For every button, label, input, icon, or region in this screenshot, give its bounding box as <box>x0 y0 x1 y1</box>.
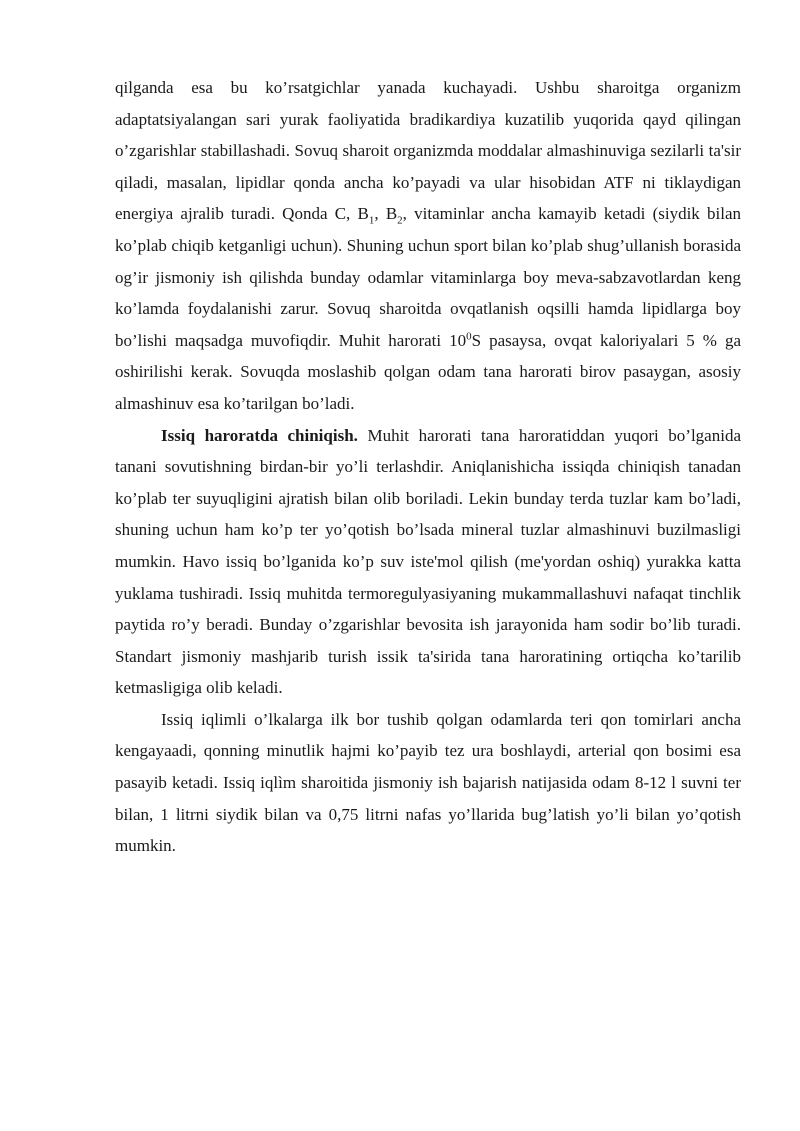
paragraph-cold-adaptation <box>115 72 741 420</box>
paragraph-text: , B <box>374 204 398 224</box>
subscript: 2 <box>397 214 403 227</box>
section-heading: Issiq haroratda chiniqish. <box>161 425 358 445</box>
superscript: 0 <box>466 330 472 343</box>
document-page <box>115 72 741 862</box>
paragraph-text: Issiq iqlimli o’lkalarga ilk bor tushib qolgan odamlarda teri qon tomirlari ancha kengayaadi, qonning minutlik hajmi ko’payib tez ura boshlaydi, arterial qon bosimi esa pasayib ketadi. Issiq iqlìm sharoitida jismoniy ish bajarish natijasida odam 8-12 l suvni ter bilan, 1 litrni siydik bilan va 0,75 litrni nafas yo’llarida bug’latish yo’li bilan yo’qotish mumkin. <box>115 709 741 856</box>
paragraph-heat-hardening <box>115 420 741 704</box>
paragraph-text: Muhit harorati tana haroratiddan yuqori bo’lganida tanani sovutishning birdan-bir yo’li terlashdir. Aniqlanishicha issiqda chiniqish tanadan ko’plab ter suyuqligini ajratish bilan olib boriladi. Lekin bunday terda tuzlar kam bo’ladi, shuning uchun ham ko’p ter yo’qotish bo’lsada mineral tuzlar almashinuvi buzilmasligi mumkin. Havo issiq bo’lganida ko’p suv iste'mol qilish (me'yordan oshiq) yurakka katta yuklama tushiradi. Issiq muhitda termoregulyasiyaning mukammallashuvi nafaqat tinchlik paytida ro’y beradi. Bunday o’zgarishlar bevosita ish jarayonida ham sodir bo’lib turadi. Standart jismoniy mashjarib turish issik ta'sirida tana haroratining ortiqcha ko’tarilib ketmasligiga olib keladi. <box>115 425 741 698</box>
paragraph-hot-climate <box>115 704 741 862</box>
subscript: 1 <box>368 214 375 227</box>
paragraph-text: , vitaminlar ancha kamayib ketadi (siydik bilan ko’plab chiqib ketganligi uchun). Shuning uchun sport bilan ko’plab shug’ullanish borasida og’ir jismoniy ish qilishda bunday odamlar vitaminlarga boy meva-sabzavotlardan keng ko’lamda foydalanishi zarur. Sovuq sharoitda ovqatlanish oqsilli hamda lipidlarga boy bo’lishi maqsadga muvofiqdir. Muhit harorati 10 <box>115 204 741 350</box>
paragraph-text: qilganda esa bu ko’rsatgichlar yanada kuchayadi. Ushbu sharoitga organizm adaptatsiyalangan sari yurak faoliyatida bradikardiya kuzatilib yuqorida qayd qilingan o’zgarishlar stabillashadi. Sovuq sharoit organizmda moddalar almashinuviga sezilarli ta'sir qiladi, masalan, lipidlar qonda ancha ko’payadi va ular hisobidan ATF ni tiklaydigan energiya ajralib turadi. Qonda C, B <box>115 78 741 224</box>
paragraph-text: S pasaysa, ovqat kaloriyalari 5 % ga oshirilishi kerak. Sovuqda moslashib qolgan odam tana harorati birov pasaygan, asosiy almashinuv esa ko’tarilgan bo’ladi. <box>115 330 741 413</box>
